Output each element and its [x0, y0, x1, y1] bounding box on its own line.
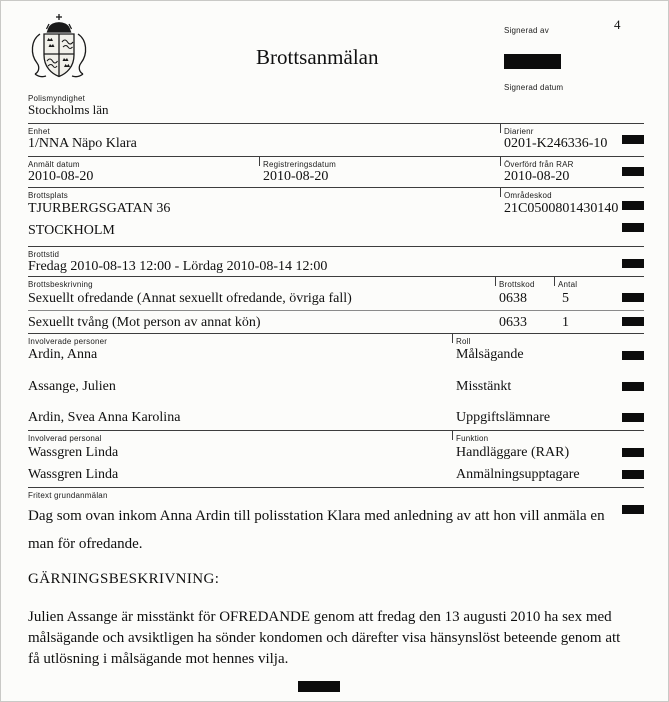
signed-by-label: Signerad av: [504, 26, 549, 35]
personnel-function: Anmälningsupptagare: [456, 467, 580, 482]
signed-date-label: Signerad datum: [504, 83, 564, 92]
section-rule: [28, 333, 644, 334]
column-divider: [500, 188, 501, 197]
crime-row-description: Sexuellt ofredande (Annat sexuellt ofredande, övriga fall): [28, 291, 352, 306]
redaction-bar: [622, 201, 644, 210]
reported-date-value: 2010-08-20: [28, 169, 94, 184]
crime-row-count: 1: [562, 315, 569, 330]
crime-description-label: Brottsbeskrivning: [28, 280, 93, 289]
section-rule: [28, 246, 644, 247]
column-divider: [452, 431, 453, 440]
personnel-function: Handläggare (RAR): [456, 445, 570, 460]
person-name: Ardin, Svea Anna Karolina: [28, 410, 181, 425]
section-rule: [28, 156, 644, 157]
person-role: Uppgiftslämnare: [456, 410, 551, 425]
area-code-value: 21C0500801430140: [504, 201, 619, 216]
crime-row-description: Sexuellt tvång (Mot person av annat kön): [28, 315, 261, 330]
column-divider: [495, 277, 496, 286]
column-divider: [259, 157, 260, 166]
crime-code-label: Brottskod: [499, 280, 535, 289]
redaction-bar: [622, 167, 644, 176]
redaction-bar: [622, 413, 644, 422]
row-divider: [28, 310, 644, 311]
diary-number-value: 0201-K246336-10: [504, 136, 608, 151]
crime-row-code: 0638: [499, 291, 527, 306]
agency-label: Polismyndighet: [28, 94, 86, 103]
redaction-bar: [298, 681, 340, 692]
registered-date-value: 2010-08-20: [263, 169, 329, 184]
redaction-bar: [622, 317, 644, 326]
reported-date-label: Anmält datum: [28, 160, 80, 169]
section-rule: [28, 123, 644, 124]
freetext-label: Fritext grundanmälan: [28, 491, 108, 500]
freetext-description: Julien Assange är misstänkt för OFREDANDE genom att fredag den 13 augusti 2010 ha sex med målsägande och avsiktligen ha sönder kondomen och därefter visa hänsynslöst beteende genom att få utlösning i målsägande mot hennes vilja.: [28, 609, 621, 667]
section-rule: [28, 187, 644, 188]
section-rule: [28, 487, 644, 488]
person-name: Ardin, Anna: [28, 347, 98, 362]
transferred-date-value: 2010-08-20: [504, 169, 570, 184]
freetext-heading: GÄRNINGSBESKRIVNING:: [28, 571, 220, 587]
freetext-intro: Dag som ovan inkom Anna Ardin till polisstation Klara med anledning av att hon vill anmäla en man för ofredande.: [28, 508, 605, 552]
unit-value: 1/NNA Näpo Klara: [28, 136, 137, 151]
redaction-bar: [622, 259, 644, 268]
personnel-label: Involverad personal: [28, 434, 102, 443]
crime-row-code: 0633: [499, 315, 527, 330]
registered-date-label: Registreringsdatum: [263, 160, 336, 169]
crime-scene-city: STOCKHOLM: [28, 223, 115, 238]
crime-scene-street: TJURBERGSGATAN 36: [28, 201, 171, 216]
unit-label: Enhet: [28, 127, 50, 136]
area-code-label: Områdeskod: [504, 191, 552, 200]
personnel-name: Wassgren Linda: [28, 467, 119, 482]
redaction-bar: [622, 351, 644, 360]
redaction-bar: [622, 505, 644, 514]
person-name: Assange, Julien: [28, 379, 116, 394]
redaction-bar: [504, 54, 561, 69]
column-divider: [452, 334, 453, 343]
persons-label: Involverade personer: [28, 337, 108, 346]
function-label: Funktion: [456, 434, 489, 443]
diary-number-label: Diarienr: [504, 127, 534, 136]
agency-name: Stockholms län: [28, 102, 109, 117]
crime-time-value: Fredag 2010-08-13 12:00 - Lördag 2010-08-14 12:00: [28, 259, 328, 274]
page-title: Brottsanmälan: [256, 45, 379, 69]
transferred-date-label: Överförd från RAR: [504, 160, 574, 169]
redaction-bar: [622, 135, 644, 144]
person-role: Misstänkt: [456, 379, 512, 394]
personnel-name: Wassgren Linda: [28, 445, 119, 460]
column-divider: [500, 124, 501, 133]
page-number: 4: [614, 17, 621, 32]
person-role: Målsägande: [456, 347, 524, 362]
crime-count-label: Antal: [558, 280, 578, 289]
redaction-bar: [622, 293, 644, 302]
redaction-bar: [622, 448, 644, 457]
section-rule: [28, 276, 644, 277]
column-divider: [500, 157, 501, 166]
redaction-bar: [622, 470, 644, 479]
role-label: Roll: [456, 337, 471, 346]
crime-row-count: 5: [562, 291, 569, 306]
section-rule: [28, 430, 644, 431]
column-divider: [554, 277, 555, 286]
redaction-bar: [622, 382, 644, 391]
crime-time-label: Brottstid: [28, 250, 60, 259]
coat-of-arms-icon: [27, 13, 91, 83]
redaction-bar: [622, 223, 644, 232]
crime-scene-label: Brottsplats: [28, 191, 68, 200]
